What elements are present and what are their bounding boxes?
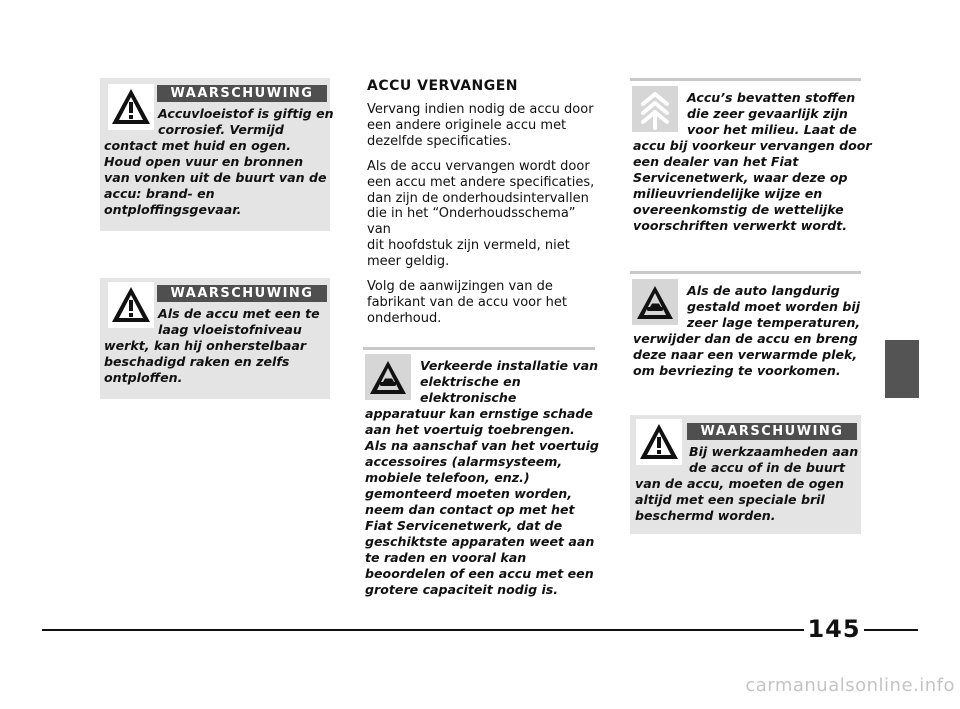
warning-text-line: Als de accu met een te: [158, 306, 320, 321]
warning-text-line: van vonken uit de buurt van de: [104, 170, 327, 185]
note-text-line: accessoires (alarmsysteem,: [365, 454, 563, 469]
section-title: ACCU VERVANGEN: [367, 78, 519, 94]
warning-text-line: ontploffingsgevaar.: [104, 202, 242, 217]
note-text-line: Accu’s bevatten stoffen: [687, 90, 856, 105]
main-section: [367, 78, 597, 336]
note-text-line: die zeer gevaarlijk zijn: [687, 106, 848, 121]
footer-rule-right: [864, 629, 918, 631]
note-text-line: beoordelen of een accu met een: [365, 566, 594, 581]
watermark: carmanualsonline.info: [745, 675, 955, 696]
recycle-tree-icon: [632, 86, 678, 132]
note-text-line: een dealer van het Fiat: [633, 154, 799, 169]
warning-banner: WAARSCHUWING: [687, 423, 857, 440]
note-divider: [363, 347, 595, 350]
note-text-line: voor het milieu. Laat de: [687, 122, 857, 137]
page-number: 145: [807, 615, 861, 643]
warning-text-line: contact met huid en ogen.: [104, 138, 292, 153]
footer-rule-left: [42, 629, 804, 631]
note-text-line: om bevriezing te voorkomen.: [633, 363, 841, 378]
note-text-line: gemonteerd moeten worden,: [365, 486, 573, 501]
note-text-line: Als de auto langdurig: [687, 283, 840, 298]
warning-text-line: werkt, kan hij onherstelbaar: [104, 338, 307, 353]
paragraph: Als de accu vervangen wordt door een accu met andere specificaties, dan zijn de onderhoudsintervallen die in het “Onderhoudsschema” van dit hoofdstuk zijn vermeld, niet meer geldig.: [367, 158, 595, 270]
warning-text-line: Accuvloeistof is giftig en: [158, 106, 334, 121]
note-divider: [630, 78, 861, 81]
note-text-line: zeer lage temperaturen,: [687, 315, 861, 330]
note-text-line: neem dan contact op met het: [365, 502, 575, 517]
warning-banner: WAARSCHUWING: [157, 285, 327, 302]
paragraph: Vervang indien nodig de accu door een andere originele accu met dezelfde specificaties.: [367, 102, 594, 149]
warning-triangle-icon: [108, 84, 154, 130]
note-text-line: Fiat Servicenetwerk, dat de: [365, 518, 563, 533]
warning-text-line: de accu of in de buurt: [689, 460, 846, 475]
note-text-line: grotere capaciteit nodig is.: [365, 582, 559, 597]
note-text-line: Verkeerde installatie van: [420, 358, 599, 373]
note-text-line: aan het voertuig toebrengen.: [365, 422, 575, 437]
warning-text-line: beschermd worden.: [635, 508, 776, 523]
warning-triangle-icon: [108, 282, 154, 328]
warning-triangle-icon: [636, 419, 682, 465]
warning-text-line: altijd met een speciale bril: [635, 492, 825, 507]
note-text-line: Als na aanschaf van het voertuig: [365, 438, 599, 453]
warning-text-line: ontploffen.: [104, 370, 183, 385]
warning-text-line: Houd open vuur en bronnen: [104, 154, 304, 169]
note-divider: [630, 271, 861, 274]
note-text-line: geschiktste apparaten weet aan: [365, 534, 595, 549]
warning-text-line: beschadigd raken en zelfs: [104, 354, 290, 369]
note-text-line: milieuvriendelijke wijze en: [633, 186, 823, 201]
note-text-line: deze naar een verwarmde plek,: [633, 347, 858, 362]
warning-text-line: Bij werkzaamheden aan: [689, 444, 859, 459]
note-text-line: gestald moet worden bij: [687, 299, 861, 314]
note-text-line: elektronische: [420, 390, 517, 405]
note-text-line: Servicenetwerk, waar deze op: [633, 170, 848, 185]
car-caution-icon: [365, 354, 411, 400]
note-text-line: elektrische en: [420, 374, 521, 389]
warning-banner: WAARSCHUWING: [157, 85, 327, 102]
warning-text-line: laag vloeistofniveau: [158, 322, 302, 337]
car-caution-icon: [632, 279, 678, 325]
note-text-line: voorschriften verwerkt wordt.: [633, 218, 848, 233]
warning-text-line: corrosief. Vermijd: [158, 122, 284, 137]
chapter-tab: [885, 340, 919, 398]
note-text-line: te raden en vooral kan: [365, 550, 527, 565]
note-text-line: verwijder dan de accu en breng: [633, 331, 858, 346]
paragraph: Volg de aanwijzingen van de fabrikant van de accu voor het onderhoud.: [367, 279, 567, 326]
note-text-line: apparatuur kan ernstige schade: [365, 406, 593, 421]
note-text-line: accu bij voorkeur vervangen door: [633, 138, 872, 153]
warning-text-line: accu: brand- en: [104, 186, 215, 201]
warning-text-line: van de accu, moeten de ogen: [635, 476, 844, 491]
note-text-line: mobiele telefoon, enz.): [365, 470, 530, 485]
note-text-line: overeenkomstig de wettelijke: [633, 202, 844, 217]
